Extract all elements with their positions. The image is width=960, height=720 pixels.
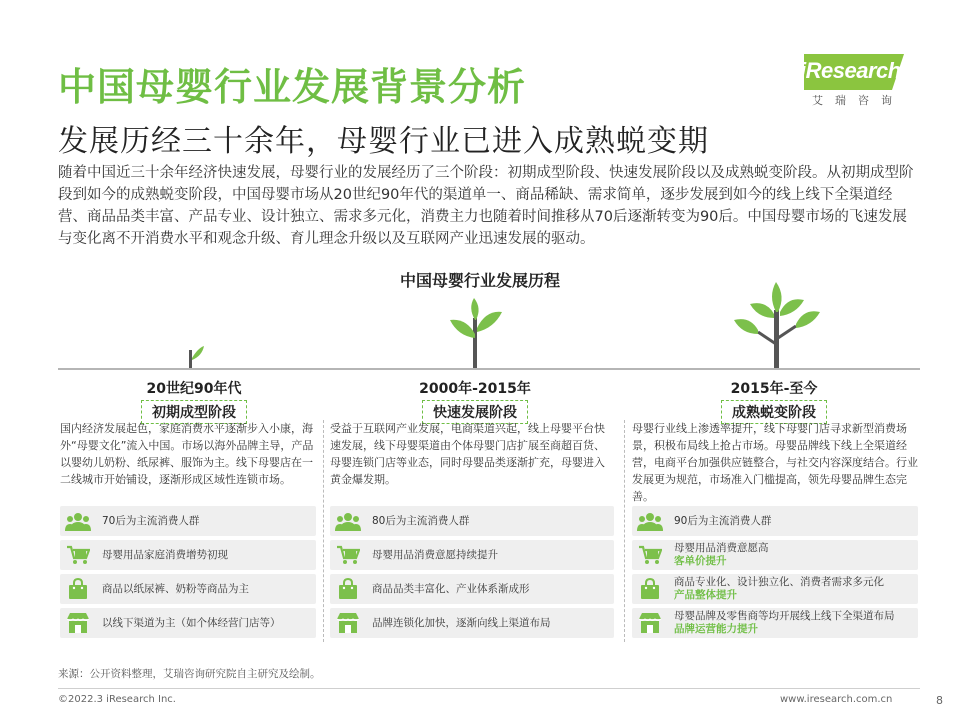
stage-tag: 成熟蜕变阶段 bbox=[721, 400, 827, 424]
feature-highlight: 客单价提升 bbox=[674, 555, 727, 567]
feature-label: 商品品类丰富化、产业体系渐成形 bbox=[372, 582, 530, 595]
feature-list bbox=[60, 506, 316, 638]
feature-text bbox=[366, 617, 551, 630]
feature-label: 80后为主流消费人群 bbox=[372, 514, 470, 527]
stage-year: 2000年-2015年 bbox=[419, 381, 531, 397]
feature-label: 商品专业化、设计独立化、消费者需求多元化 bbox=[674, 576, 884, 588]
feature-highlight: 产品整体提升 bbox=[674, 589, 737, 601]
feature-highlight: 品牌运营能力提升 bbox=[674, 623, 758, 635]
stage-header-1 bbox=[54, 378, 334, 424]
bag-icon bbox=[60, 574, 96, 604]
feature-item bbox=[632, 574, 918, 604]
source-note: 来源：公开资料整理，艾瑞咨询研究院自主研究及绘制。 bbox=[58, 668, 321, 680]
page-subtitle: 发展历经三十余年，母婴行业已进入成熟蜕变期 bbox=[58, 124, 709, 159]
feature-item bbox=[60, 608, 316, 638]
feature-label: 母婴用品消费意愿持续提升 bbox=[372, 548, 498, 561]
feature-text bbox=[96, 515, 199, 528]
cart-icon bbox=[330, 540, 366, 570]
feature-text bbox=[96, 583, 249, 596]
stage-description: 母婴行业线上渗透率提升，线下母婴门店寻求新型消费场景，积极布局线上抢占市场。母婴品牌线下线上全渠道经营，电商平台加强供应链整合，与社交内容深度结合。行业发展更为规范，市场准入门槛提高，领先母婴品牌生态完善。 bbox=[632, 422, 918, 503]
people-icon bbox=[330, 506, 366, 536]
stage-description: 国内经济发展起色，家庭消费水平逐渐步入小康，海外“母婴文化”流入中国。市场以海外品牌主导，产品以婴幼儿奶粉、纸尿裤、服饰为主。线下母婴店在一二线城市开始铺设，逐渐形成区域性连锁市场。 bbox=[60, 422, 314, 486]
feature-text bbox=[366, 549, 498, 562]
feature-label: 90后为主流消费人群 bbox=[674, 514, 772, 527]
feature-item bbox=[60, 506, 316, 536]
column-divider bbox=[624, 420, 625, 642]
chart-title: 中国母婴行业发展历程 bbox=[399, 271, 560, 290]
feature-text bbox=[668, 542, 769, 568]
stage-description: 受益于互联网产业发展，电商渠道兴起，线上母婴平台快速发展，线下母婴渠道由个体母婴门店扩展至商超百货、母婴连锁门店等业态，同时母婴品类逐渐扩充，母婴进入黄金爆发期。 bbox=[330, 422, 605, 486]
page-number: 8 bbox=[936, 694, 943, 707]
feature-item bbox=[330, 540, 614, 570]
feature-text bbox=[668, 576, 884, 602]
feature-label: 以线下渠道为主（如个体经营门店等） bbox=[102, 616, 281, 629]
feature-item bbox=[632, 608, 918, 638]
copyright: ©2022.3 iResearch Inc. bbox=[58, 694, 176, 705]
feature-label: 品牌连锁化加快，逐渐向线上渠道布局 bbox=[372, 616, 551, 629]
feature-list bbox=[330, 506, 614, 638]
bag-icon bbox=[330, 574, 366, 604]
feature-label: 70后为主流消费人群 bbox=[102, 514, 200, 527]
stage-year: 2015年-至今 bbox=[730, 381, 818, 397]
stage-column-2 bbox=[330, 420, 614, 642]
feature-label: 母婴用品消费意愿高 bbox=[674, 542, 769, 554]
feature-label: 商品以纸尿裤、奶粉等商品为主 bbox=[102, 582, 249, 595]
stage-tag: 初期成型阶段 bbox=[141, 400, 247, 424]
logo-wordmark: iResearch bbox=[800, 58, 901, 83]
feature-label: 母婴品牌及零售商等均开展线上线下全渠道布局 bbox=[674, 610, 895, 622]
intro-paragraph: 随着中国近三十余年经济快速发展，母婴行业的发展经历了三个阶段：初期成型阶段、快速发展阶段以及成熟蜕变阶段。从初期成型阶段到如今的成熟蜕变阶段，中国母婴市场从20世纪90年代的渠道单一、商品稀缺、需求简单，逐步发展到如今的线上线下全渠道经营、商品品类丰富、产品专业、设计独立、需求多元化，消费主力也随着时间推移从70后逐渐转变为90后。中国母婴市场的飞速发展与变化离不开消费水平和观念升级、育儿理念升级以及互联网产业迅速发展的驱动。 bbox=[58, 165, 914, 247]
column-divider bbox=[323, 420, 324, 642]
feature-label: 母婴用品家庭消费增势初现 bbox=[102, 548, 228, 561]
people-icon bbox=[60, 506, 96, 536]
feature-item bbox=[330, 506, 614, 536]
feature-item bbox=[330, 574, 614, 604]
stage-header-2 bbox=[335, 378, 615, 424]
stage-header-3 bbox=[634, 378, 914, 424]
stage-year: 20世纪90年代 bbox=[146, 381, 242, 397]
page-title: 中国母婴行业发展背景分析 bbox=[58, 65, 527, 109]
people-icon bbox=[632, 506, 668, 536]
stage-column-1 bbox=[60, 420, 316, 642]
feature-text bbox=[668, 515, 771, 528]
young-tree-icon bbox=[440, 298, 510, 370]
feature-text bbox=[96, 617, 281, 630]
store-icon bbox=[60, 608, 96, 638]
feature-list bbox=[632, 506, 918, 638]
timeline-axis bbox=[58, 368, 920, 370]
stage-column-3 bbox=[632, 420, 918, 642]
logo-subtitle: 艾瑞咨询 bbox=[812, 94, 904, 107]
footer-url[interactable]: www.iresearch.com.cn bbox=[780, 694, 893, 705]
cart-icon bbox=[60, 540, 96, 570]
footer-divider bbox=[58, 688, 920, 689]
feature-item bbox=[632, 506, 918, 536]
feature-item bbox=[330, 608, 614, 638]
feature-text bbox=[96, 549, 228, 562]
sprout-icon bbox=[176, 338, 206, 370]
store-icon bbox=[632, 608, 668, 638]
cart-icon bbox=[632, 540, 668, 570]
feature-text bbox=[668, 610, 895, 636]
bag-icon bbox=[632, 574, 668, 604]
feature-text bbox=[366, 583, 530, 596]
iresearch-logo bbox=[792, 48, 912, 108]
feature-text bbox=[366, 515, 469, 528]
feature-item bbox=[60, 574, 316, 604]
feature-item bbox=[60, 540, 316, 570]
grown-tree-icon bbox=[730, 282, 822, 370]
feature-item bbox=[632, 540, 918, 570]
stage-tag: 快速发展阶段 bbox=[422, 400, 528, 424]
store-icon bbox=[330, 608, 366, 638]
